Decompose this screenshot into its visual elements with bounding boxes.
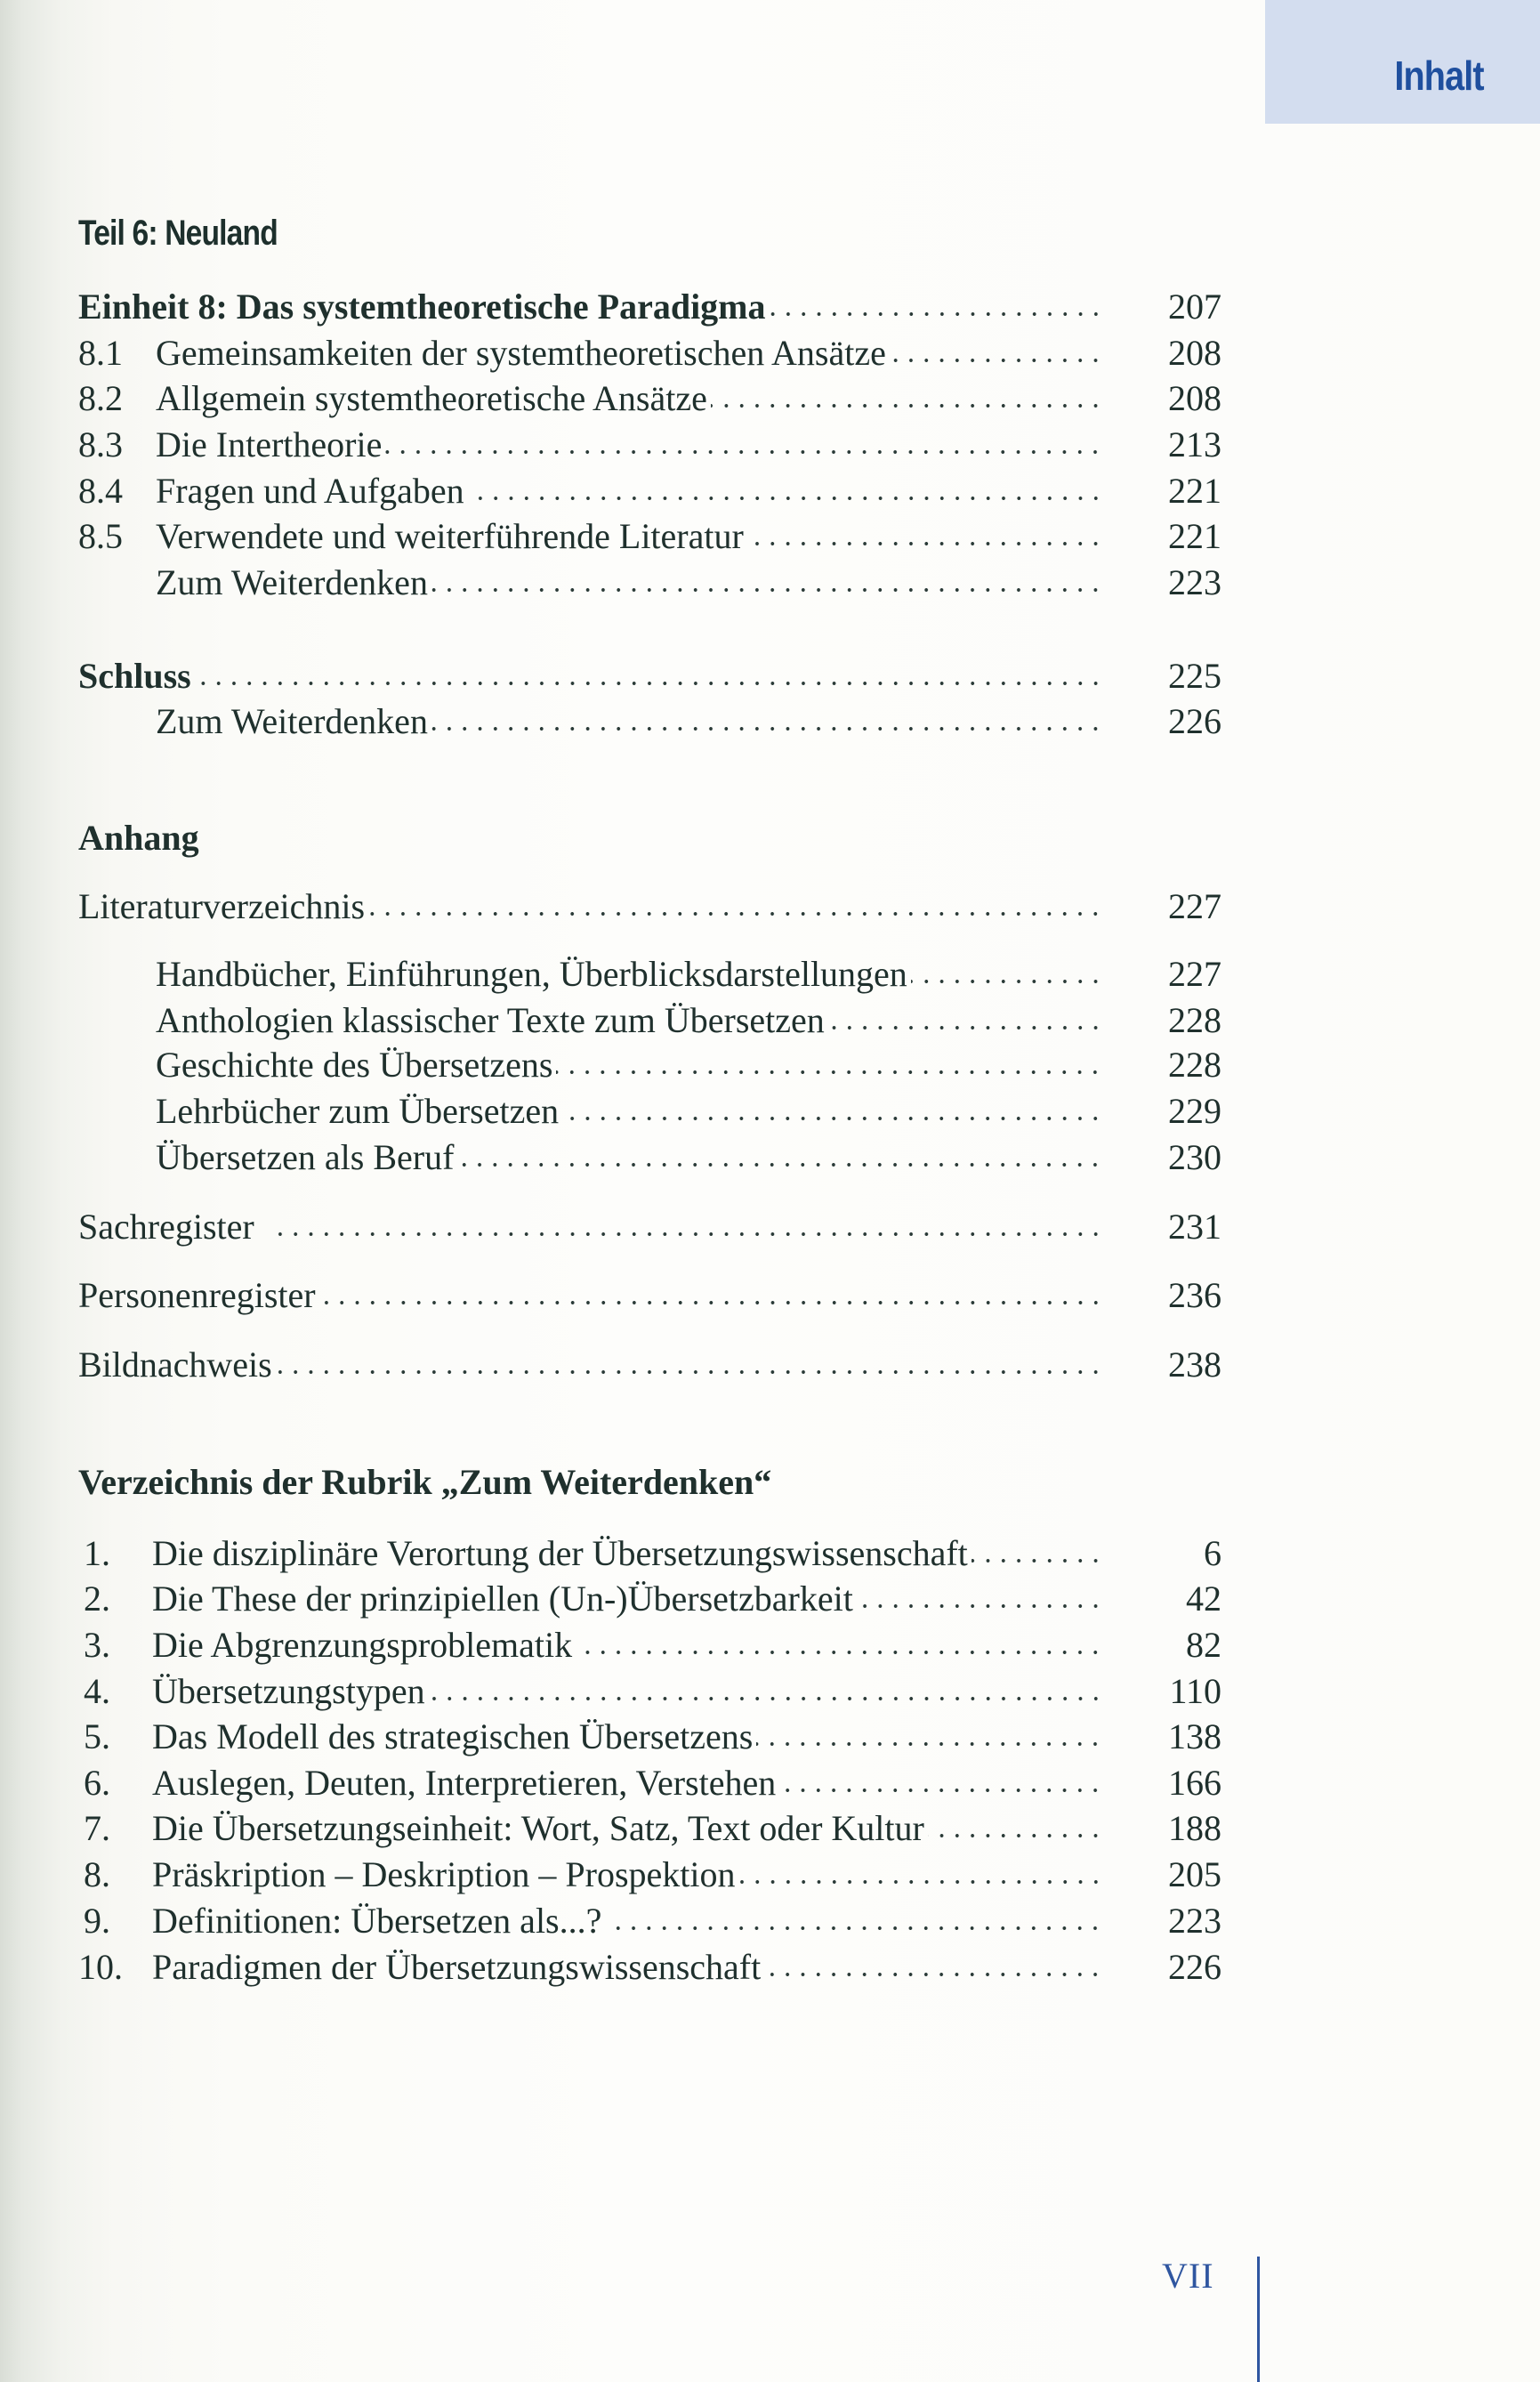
entry-title: Allgemein systemtheoretische Ansätze <box>156 378 707 418</box>
entry-title: Bildnachweis <box>78 1344 272 1385</box>
entry-title: Übersetzen als Beruf <box>156 1137 455 1177</box>
dot-leader <box>928 1831 1103 1840</box>
entry-title: Anthologien klassischer Texte zum Übersetzen <box>156 1000 825 1040</box>
entry-title: Die Übersetzungseinheit: Wort, Satz, Text oder Kultur <box>152 1808 924 1848</box>
entry-title: Gemeinsamkeiten der systemtheoretischen Ansätze <box>156 333 886 373</box>
entry-page: 213 <box>1168 424 1222 464</box>
entry-page: 227 <box>1168 886 1222 926</box>
entry-page: 208 <box>1168 333 1222 373</box>
section-heading-anhang: Anhang <box>78 818 199 858</box>
toc-entry[interactable] <box>78 699 1222 744</box>
toc-entry[interactable] <box>78 514 1222 559</box>
entry-title: Lehrbücher zum Übersetzen <box>156 1091 560 1131</box>
dot-leader <box>828 1023 1103 1032</box>
entry-title: Geschichte des Übersetzens <box>156 1045 553 1085</box>
dot-leader <box>457 1160 1103 1169</box>
entry-title: Zum Weiterdenken <box>156 562 428 602</box>
entry-page: 238 <box>1168 1344 1222 1385</box>
rubrik-entry[interactable] <box>78 1761 1222 1805</box>
entry-page: 223 <box>1168 562 1222 602</box>
entry-page: 228 <box>1168 1045 1222 1085</box>
entry-number: 8.4 <box>78 471 123 511</box>
entry-number: 6. <box>84 1763 110 1803</box>
entry-page: 166 <box>1168 1763 1222 1803</box>
entry-title: Personenregister <box>78 1275 316 1315</box>
dot-leader <box>747 539 1103 548</box>
entry-page: 226 <box>1168 701 1222 741</box>
entry-title: Fragen und Aufgaben <box>156 471 464 511</box>
entry-title: Handbücher, Einführungen, Überblicksdarstellungen <box>156 954 907 994</box>
entry-page: 229 <box>1168 1091 1222 1131</box>
rubrik-entry[interactable] <box>78 1899 1222 1943</box>
entry-title: Die disziplinäre Verortung der Übersetzungswissenschaft <box>152 1533 968 1573</box>
dot-leader <box>857 1602 1103 1611</box>
folio-rule <box>1257 2257 1260 2382</box>
dot-leader <box>385 448 1103 456</box>
toc-entry-schluss[interactable] <box>78 654 1222 698</box>
toc-entry[interactable] <box>78 1089 1222 1134</box>
entry-page: 207 <box>1168 287 1222 327</box>
rubrik-entry[interactable] <box>78 1806 1222 1851</box>
entry-title: Präskription – Deskription – Prospektion <box>152 1854 736 1894</box>
entry-number: 9. <box>84 1901 110 1941</box>
entry-title: Verwendete und weiterführende Literatur <box>156 516 744 556</box>
entry-number: 8.2 <box>78 378 123 418</box>
entry-number: 3. <box>84 1625 110 1665</box>
entry-title: Die Intertheorie <box>156 424 383 464</box>
dot-leader <box>431 585 1103 594</box>
entry-number: 8.5 <box>78 516 123 556</box>
toc-entry-bildnachweis[interactable] <box>78 1343 1222 1387</box>
entry-title: Das Modell des strategischen Übersetzens <box>152 1716 754 1756</box>
rubrik-entry[interactable] <box>78 1531 1222 1576</box>
entry-page: 110 <box>1169 1671 1222 1711</box>
entry-title: Sachregister <box>78 1207 254 1247</box>
toc-entry-unit-8[interactable] <box>78 285 1222 329</box>
rubrik-entry[interactable] <box>78 1577 1222 1621</box>
entry-number: 10. <box>78 1947 123 1987</box>
rubrik-entry[interactable] <box>78 1715 1222 1759</box>
dot-leader <box>911 977 1103 986</box>
entry-number: 7. <box>84 1808 110 1848</box>
dot-leader <box>890 356 1103 365</box>
part-title: Teil 6: Neuland <box>78 214 278 253</box>
dot-leader <box>739 1877 1103 1886</box>
entry-title: Einheit 8: Das systemtheoretische Paradigma <box>78 287 766 327</box>
entry-page: 225 <box>1168 656 1222 696</box>
dot-leader <box>468 494 1103 503</box>
section-tab-label: Inhalt <box>1394 52 1484 99</box>
dot-leader <box>429 1694 1103 1703</box>
toc-entry[interactable] <box>78 423 1222 467</box>
dot-leader <box>764 1970 1103 1979</box>
entry-page: 223 <box>1168 1901 1222 1941</box>
dot-leader <box>195 679 1103 688</box>
entry-page: 205 <box>1168 1854 1222 1894</box>
entry-number: 1. <box>84 1533 110 1573</box>
entry-title: Definitionen: Übersetzen als...? <box>152 1901 602 1941</box>
entry-title: Die These der prinzipiellen (Un-)Übersetzbarkeit <box>152 1579 853 1619</box>
rubrik-entry[interactable] <box>78 1853 1222 1897</box>
dot-leader <box>711 401 1103 410</box>
toc-entry[interactable] <box>78 998 1222 1043</box>
dot-leader <box>274 1230 1103 1239</box>
entry-number: 2. <box>84 1579 110 1619</box>
entry-number: 4. <box>84 1671 110 1711</box>
entry-page: 231 <box>1168 1207 1222 1247</box>
toc-entry[interactable] <box>78 331 1222 375</box>
dot-leader <box>368 909 1103 918</box>
toc-entry[interactable] <box>78 376 1222 421</box>
rubrik-entry[interactable] <box>78 1623 1222 1667</box>
dot-leader <box>431 724 1103 733</box>
dot-leader <box>779 1786 1103 1795</box>
entry-page: 42 <box>1186 1579 1222 1619</box>
entry-number: 8.1 <box>78 333 123 373</box>
toc-entry[interactable] <box>78 952 1222 997</box>
toc-entry[interactable] <box>78 561 1222 605</box>
toc-entry-personenregister[interactable] <box>78 1273 1222 1318</box>
entry-page: 188 <box>1168 1808 1222 1848</box>
entry-number: 5. <box>84 1716 110 1756</box>
entry-page: 221 <box>1168 471 1222 511</box>
dot-leader <box>972 1556 1103 1565</box>
entry-number: 8.3 <box>78 424 123 464</box>
toc-entry[interactable] <box>78 469 1222 513</box>
entry-page: 6 <box>1204 1533 1222 1573</box>
entry-page: 221 <box>1168 516 1222 556</box>
rubrik-entry[interactable] <box>78 1669 1222 1714</box>
entry-page: 227 <box>1168 954 1222 994</box>
toc-entry-literaturverzeichnis[interactable] <box>78 884 1222 929</box>
entry-title: Schluss <box>78 656 191 696</box>
entry-page: 226 <box>1168 1947 1222 1987</box>
entry-page: 230 <box>1168 1137 1222 1177</box>
rubrik-entry[interactable] <box>78 1945 1222 1990</box>
entry-page: 236 <box>1168 1275 1222 1315</box>
dot-leader <box>562 1114 1103 1123</box>
section-tab <box>1265 0 1540 124</box>
entry-title: Die Abgrenzungsproblematik <box>152 1625 573 1665</box>
entry-page: 208 <box>1168 378 1222 418</box>
entry-page: 228 <box>1168 1000 1222 1040</box>
entry-number: 8. <box>84 1854 110 1894</box>
dot-leader <box>276 1368 1103 1377</box>
toc-entry-sachregister[interactable] <box>78 1205 1222 1249</box>
entry-title: Übersetzungstypen <box>152 1671 425 1711</box>
dot-leader <box>770 310 1104 319</box>
entry-page: 82 <box>1186 1625 1222 1665</box>
dot-leader <box>756 1740 1103 1748</box>
toc-entry[interactable] <box>78 1135 1222 1180</box>
toc-entry[interactable] <box>78 1043 1222 1087</box>
dot-leader <box>556 1068 1103 1077</box>
entry-title: Auslegen, Deuten, Interpretieren, Verstehen <box>152 1763 777 1803</box>
entry-title: Literaturverzeichnis <box>78 886 366 926</box>
section-heading-rubrik: Verzeichnis der Rubrik „Zum Weiterdenken“ <box>78 1462 772 1502</box>
dot-leader <box>605 1924 1103 1933</box>
entry-title: Paradigmen der Übersetzungswissenschaft <box>152 1947 762 1987</box>
entry-page: 138 <box>1168 1716 1222 1756</box>
page-number: VII <box>1162 2256 1214 2296</box>
dot-leader <box>576 1648 1103 1657</box>
dot-leader <box>319 1298 1103 1307</box>
entry-title: Zum Weiterdenken <box>156 701 428 741</box>
